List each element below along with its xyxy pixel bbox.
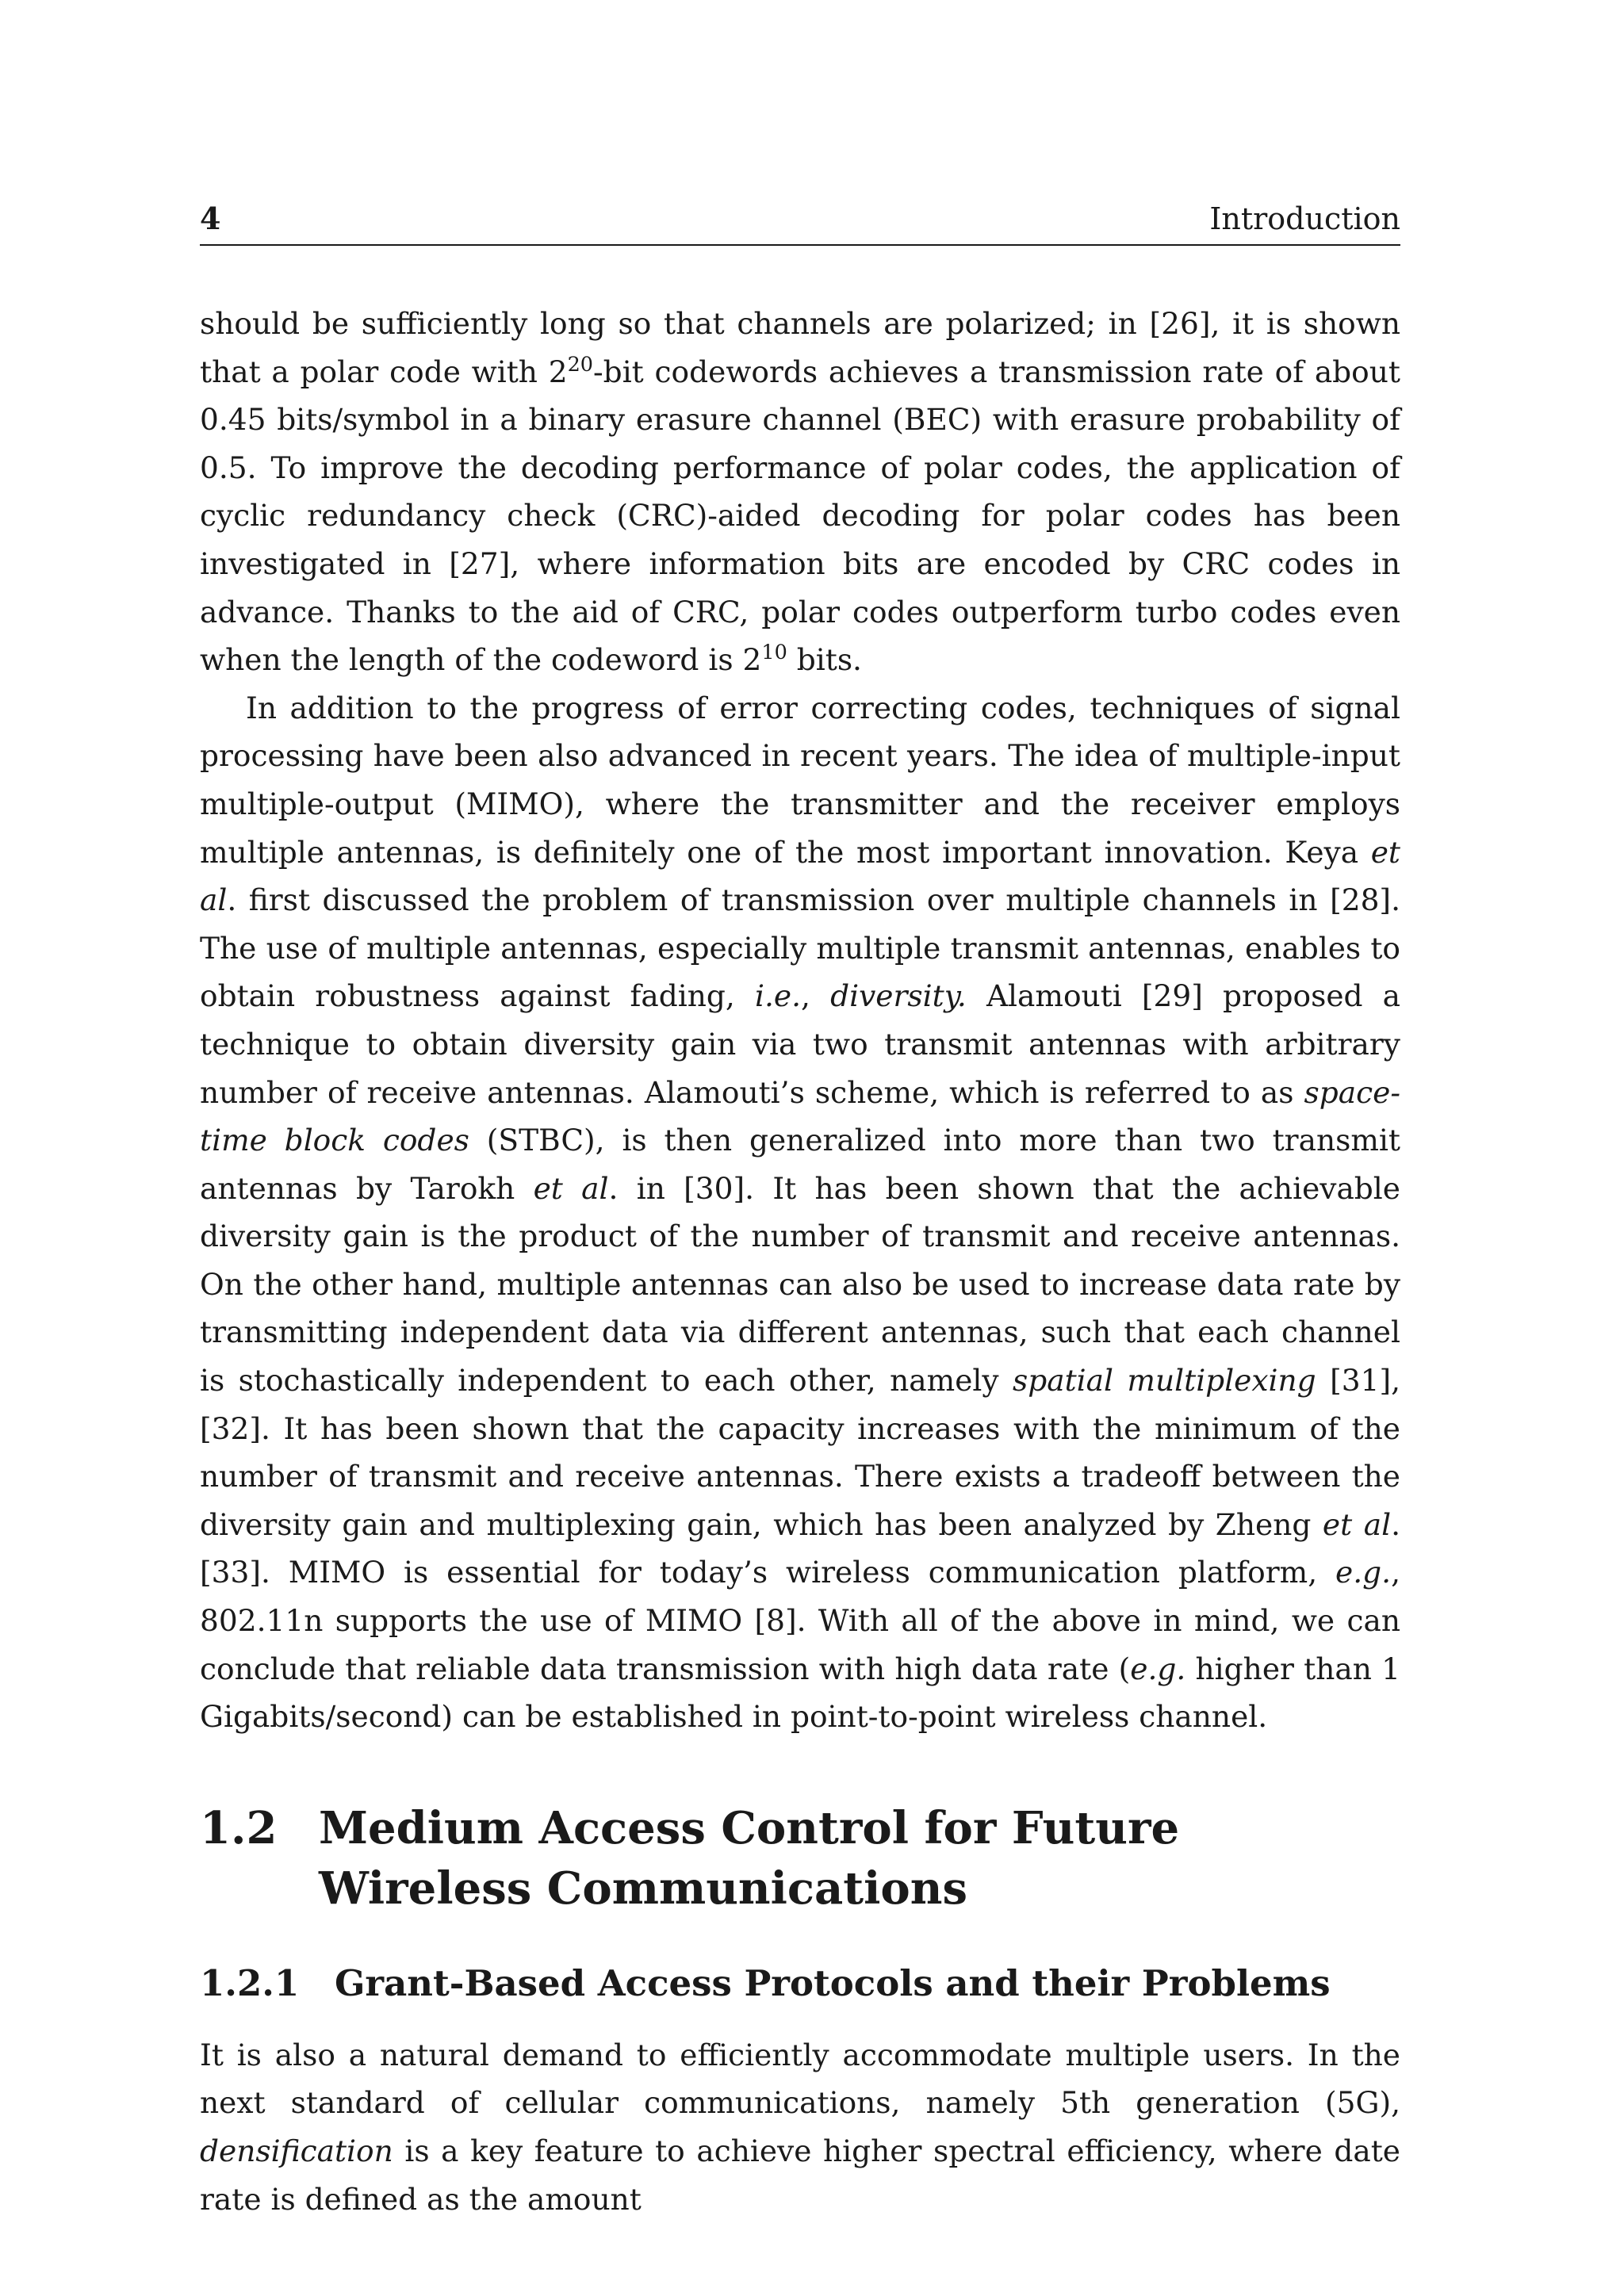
- body-paragraph-2: In addition to the progress of error correcting codes, techniques of signal processing have been also advanced in recent years. The idea of multiple-input multiple-output (MIMO), where the transmitter and the receiver employs multiple antennas, is definitely one of the most important innovation. Keya et al. first discussed the problem of transmission over multiple channels in [28]. The use of multiple antennas, especially multiple transmit antennas, enables to obtain robustness against fading, i.e., diversity. Alamouti [29] proposed a technique to obtain diversity gain via two transmit antennas with arbitrary number of receive antennas. Alamouti’s scheme, which is referred to as space-time block codes (STBC), is then generalized into more than two transmit antennas by Tarokh et al. in [30]. It has been shown that the achievable diversity gain is the product of the number of transmit and receive antennas. On the other hand, multiple antennas can also be used to increase data rate by transmitting independent data via different antennas, such that each channel is stochastically independent to each other, namely spatial multiplexing [31], [32]. It has been shown that the capacity increases with the minimum of the number of transmit and receive antennas. There exists a tradeoff between the diversity gain and multiplexing gain, which has been analyzed by Zheng et al. [33]. MIMO is essential for today’s wireless communication platform, e.g., 802.11n supports the use of MIMO [8]. With all of the above in mind, we can conclude that reliable data transmission with high data rate (e.g. higher than 1 Gigabits/second) can be established in point-to-point wireless channel.: [200, 690, 1400, 1735]
- page-number: 4: [200, 201, 221, 236]
- running-title: Introduction: [1209, 201, 1400, 236]
- paper-page: [200, 197, 1400, 2223]
- subsection-heading: [200, 1960, 1400, 2007]
- subsection-title: Grant-Based Access Protocols and their Problems: [335, 1961, 1331, 2004]
- running-header: [200, 197, 1400, 246]
- superscript-exponent: 10: [761, 641, 787, 665]
- subsection-number: 1.2.1: [200, 1961, 300, 2004]
- body-paragraph-1: should be sufficiently long so that channels are polarized; in [26], it is shown that a polar code with $2^{20}$-bit codewords achieves a transmission rate of about 0.45 bits/symbol in a binary erasure channel (BEC) with erasure probability of 0.5. To improve the decoding performance of polar codes, the application of cyclic redundancy check (CRC)-aided decoding for polar codes has been investigated in [27], where information bits are encoded by CRC codes in advance. Thanks to the aid of CRC, polar codes outperform turbo codes even when the length of the codeword is $2^{10}$ bits.: [200, 306, 1400, 678]
- body-paragraph-3: It is also a natural demand to efficiently accommodate multiple users. In the next standard of cellular communications, namely 5th generation (5G), densification is a key feature to achieve higher spectral efficiency, where date rate is defined as the amount: [200, 2037, 1400, 2217]
- superscript-exponent: 20: [567, 352, 594, 377]
- section-number: 1.2: [200, 1801, 278, 1854]
- section-title: Medium Access Control for Future Wireless Communications: [319, 1801, 1180, 1915]
- section-heading: [200, 1798, 1400, 1919]
